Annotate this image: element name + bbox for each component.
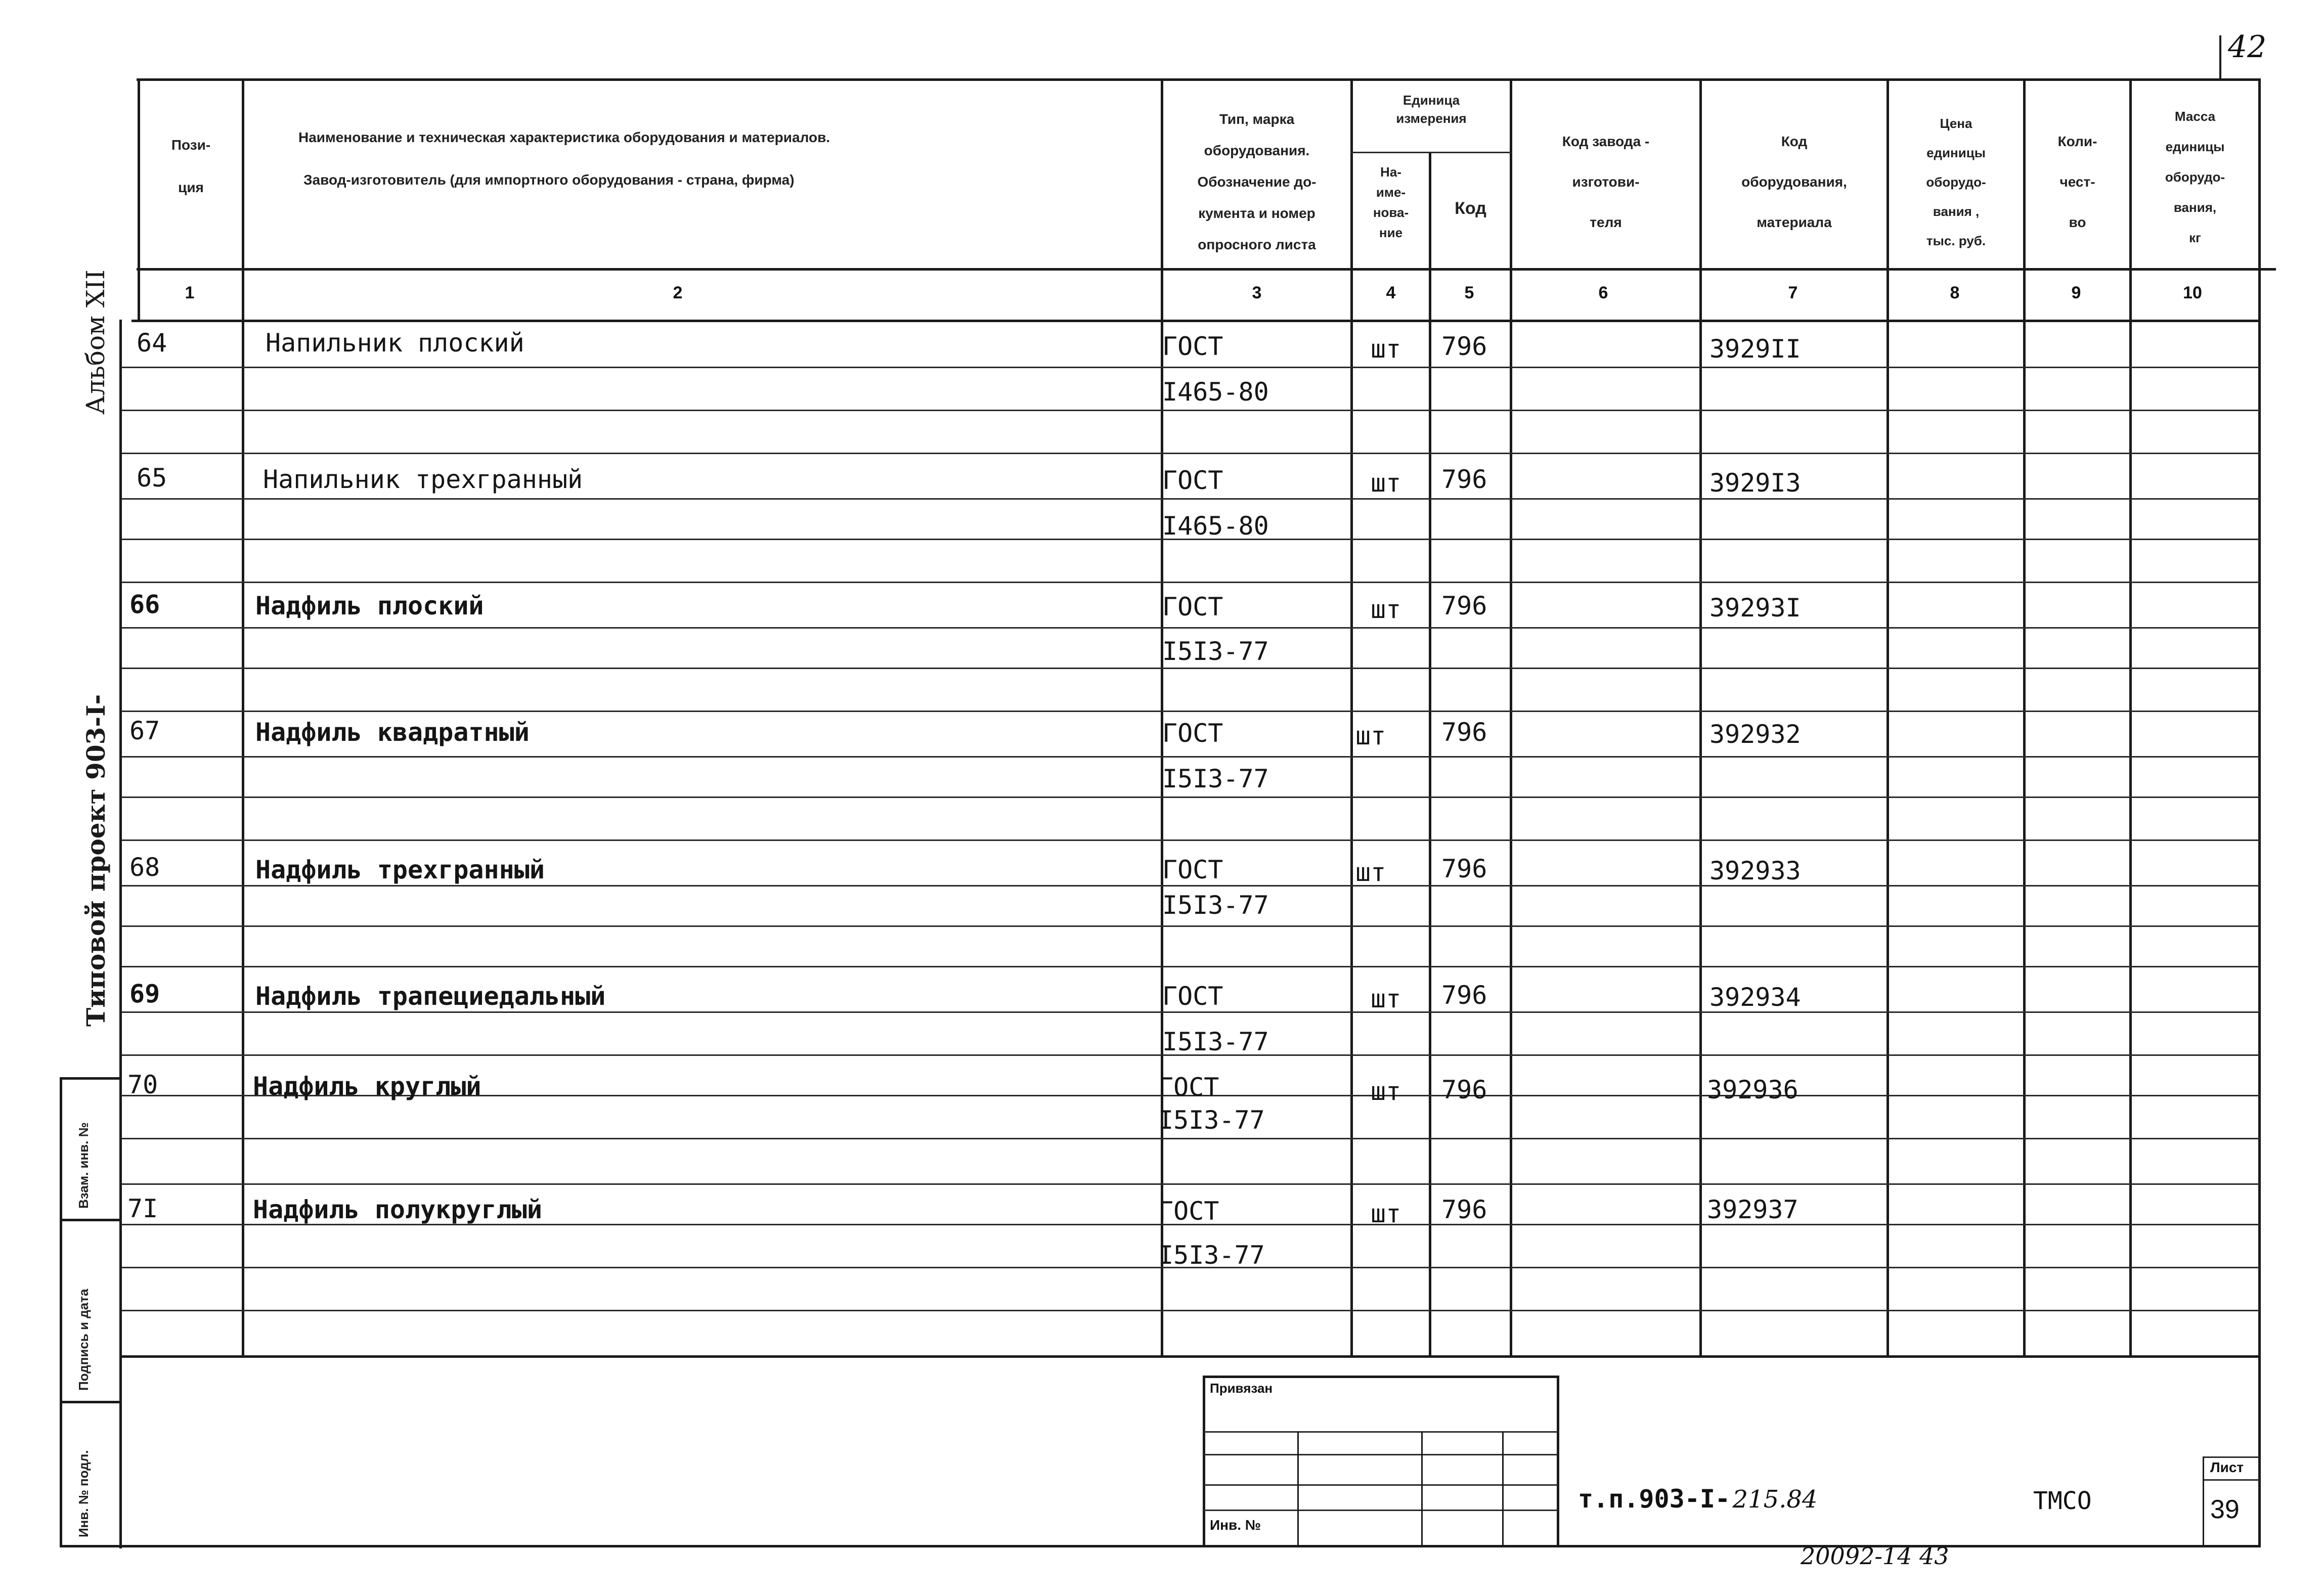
row-unit: шт <box>1355 721 1386 750</box>
header-col4: На- име- нова- ние <box>1373 164 1409 240</box>
row-doc-line2: I5I3-77 <box>1162 891 1269 920</box>
stamp-signature-date: Подпись и дата <box>76 1289 91 1391</box>
row-unit: шт <box>1371 1077 1401 1106</box>
row-name: Напильник плоский <box>266 328 524 358</box>
col-number-4: 4 <box>1386 283 1396 302</box>
sheet-label: Лист <box>2210 1459 2244 1475</box>
row-name: Напильник трехгранный <box>263 465 583 494</box>
row-unit-code: 796 <box>1441 332 1487 361</box>
album-label: Альбом XII <box>81 270 110 415</box>
row-doc-line2: I465-80 <box>1162 377 1269 407</box>
header-col10: Масса единицы оборудо- вания, кг <box>2165 109 2225 245</box>
bottom-hand-note: 20092-14 43 <box>1801 1542 1949 1570</box>
row-unit: шт <box>1371 984 1401 1013</box>
doc-code: т.п.903-I- 215.84 <box>1578 1484 1818 1514</box>
row-material-code: 39293I <box>1709 593 1801 623</box>
row-material-code: 392932 <box>1709 720 1801 749</box>
row-unit-code: 796 <box>1441 1195 1487 1224</box>
project-label: Типовой проект 903-I- <box>81 694 111 1027</box>
col-number-6: 6 <box>1598 283 1608 302</box>
row-doc-line2: I5I3-77 <box>1158 1240 1265 1270</box>
row-doc-line1: ГОСТ <box>1162 332 1223 361</box>
row-unit-code: 796 <box>1441 718 1487 747</box>
row-name: Надфиль полукруглый <box>253 1195 542 1224</box>
row-unit: шт <box>1371 595 1401 624</box>
col-number-1: 1 <box>185 283 195 302</box>
row-material-code: 392936 <box>1707 1075 1799 1104</box>
row-position: 7I <box>127 1194 158 1223</box>
inv-no-label: Инв. № <box>1210 1517 1261 1533</box>
row-doc-line1: ГОСТ <box>1158 1073 1219 1102</box>
header-col1: Пози- ция <box>171 137 211 195</box>
stamp-replacement-inv: Взам. инв. № <box>76 1122 91 1209</box>
sheet-number: 39 <box>2210 1495 2240 1524</box>
row-doc-line1: ГОСТ <box>1162 592 1223 622</box>
row-name: Надфиль плоский <box>255 591 484 621</box>
organization-code: ТМСО <box>2033 1487 2092 1515</box>
row-name: Надфиль квадратный <box>255 718 530 747</box>
row-position: 69 <box>129 979 160 1008</box>
row-unit-code: 796 <box>1441 465 1487 494</box>
row-material-code: 392934 <box>1709 983 1801 1012</box>
row-position: 65 <box>137 463 167 493</box>
row-material-code: 392933 <box>1709 856 1801 885</box>
row-unit-code: 796 <box>1441 591 1487 621</box>
row-unit-code: 796 <box>1441 981 1487 1010</box>
col-number-3: 3 <box>1252 283 1262 302</box>
row-doc-line2: I5I3-77 <box>1162 637 1269 666</box>
row-position: 64 <box>137 328 167 358</box>
row-doc-line1: ГОСТ <box>1162 719 1223 748</box>
header-col7: Код оборудования, материала <box>1741 134 1847 230</box>
row-material-code: 3929II <box>1709 334 1801 364</box>
col-number-5: 5 <box>1464 283 1474 302</box>
col-number-10: 10 <box>2183 283 2202 302</box>
row-doc-line2: I465-80 <box>1162 511 1269 541</box>
row-position: 67 <box>129 716 160 745</box>
col-number-7: 7 <box>1788 283 1798 302</box>
header-col8: Цена единицы оборудо- вания , тыс. руб. <box>1926 116 1986 248</box>
row-material-code: 3929I3 <box>1709 468 1801 498</box>
linked-label: Привязан <box>1210 1381 1273 1396</box>
row-position: 68 <box>129 853 160 882</box>
row-name: Надфиль круглый <box>253 1072 481 1101</box>
row-material-code: 392937 <box>1707 1195 1799 1224</box>
col-number-2: 2 <box>673 283 683 302</box>
row-doc-line2: I5I3-77 <box>1158 1105 1265 1135</box>
row-doc-line1: ГОСТ <box>1162 466 1223 495</box>
header-col5: Код <box>1455 199 1486 218</box>
header-units: Единица измерения <box>1396 93 1467 126</box>
header-col9: Коли- чест- во <box>2057 134 2097 230</box>
col-number-8: 8 <box>1950 283 1960 302</box>
header-col6: Код завода - изготови- теля <box>1562 134 1650 230</box>
row-doc-line2: I5I3-77 <box>1162 764 1269 793</box>
row-doc-line2: I5I3-77 <box>1162 1027 1269 1056</box>
row-unit-code: 796 <box>1441 1075 1487 1104</box>
row-position: 70 <box>127 1070 158 1099</box>
row-name: Надфиль трехгранный <box>255 855 545 884</box>
row-unit: шт <box>1371 334 1401 364</box>
row-unit: шт <box>1371 468 1401 498</box>
header-col2: Наименование и техническая характеристика оборудования и материалов. Завод-изготовитель (для импортного оборудования - страна, фирма) <box>298 129 830 188</box>
row-doc-line1: ГОСТ <box>1158 1197 1219 1226</box>
row-name: Надфиль трапециедальный <box>255 982 606 1011</box>
row-unit: шт <box>1355 858 1386 887</box>
col-number-9: 9 <box>2071 283 2081 302</box>
row-position: 66 <box>129 590 160 619</box>
row-doc-line1: ГОСТ <box>1162 855 1223 884</box>
row-unit: шт <box>1371 1199 1401 1228</box>
row-unit-code: 796 <box>1441 854 1487 883</box>
header-col3: Тип, марка оборудования. Обозначение до- кумента и номер опросного листа <box>1197 111 1317 252</box>
row-doc-line1: ГОСТ <box>1162 982 1223 1011</box>
stamp-inv-original: Инв. № подл. <box>76 1450 91 1537</box>
sheet-corner-number: 42 <box>2228 29 2267 65</box>
